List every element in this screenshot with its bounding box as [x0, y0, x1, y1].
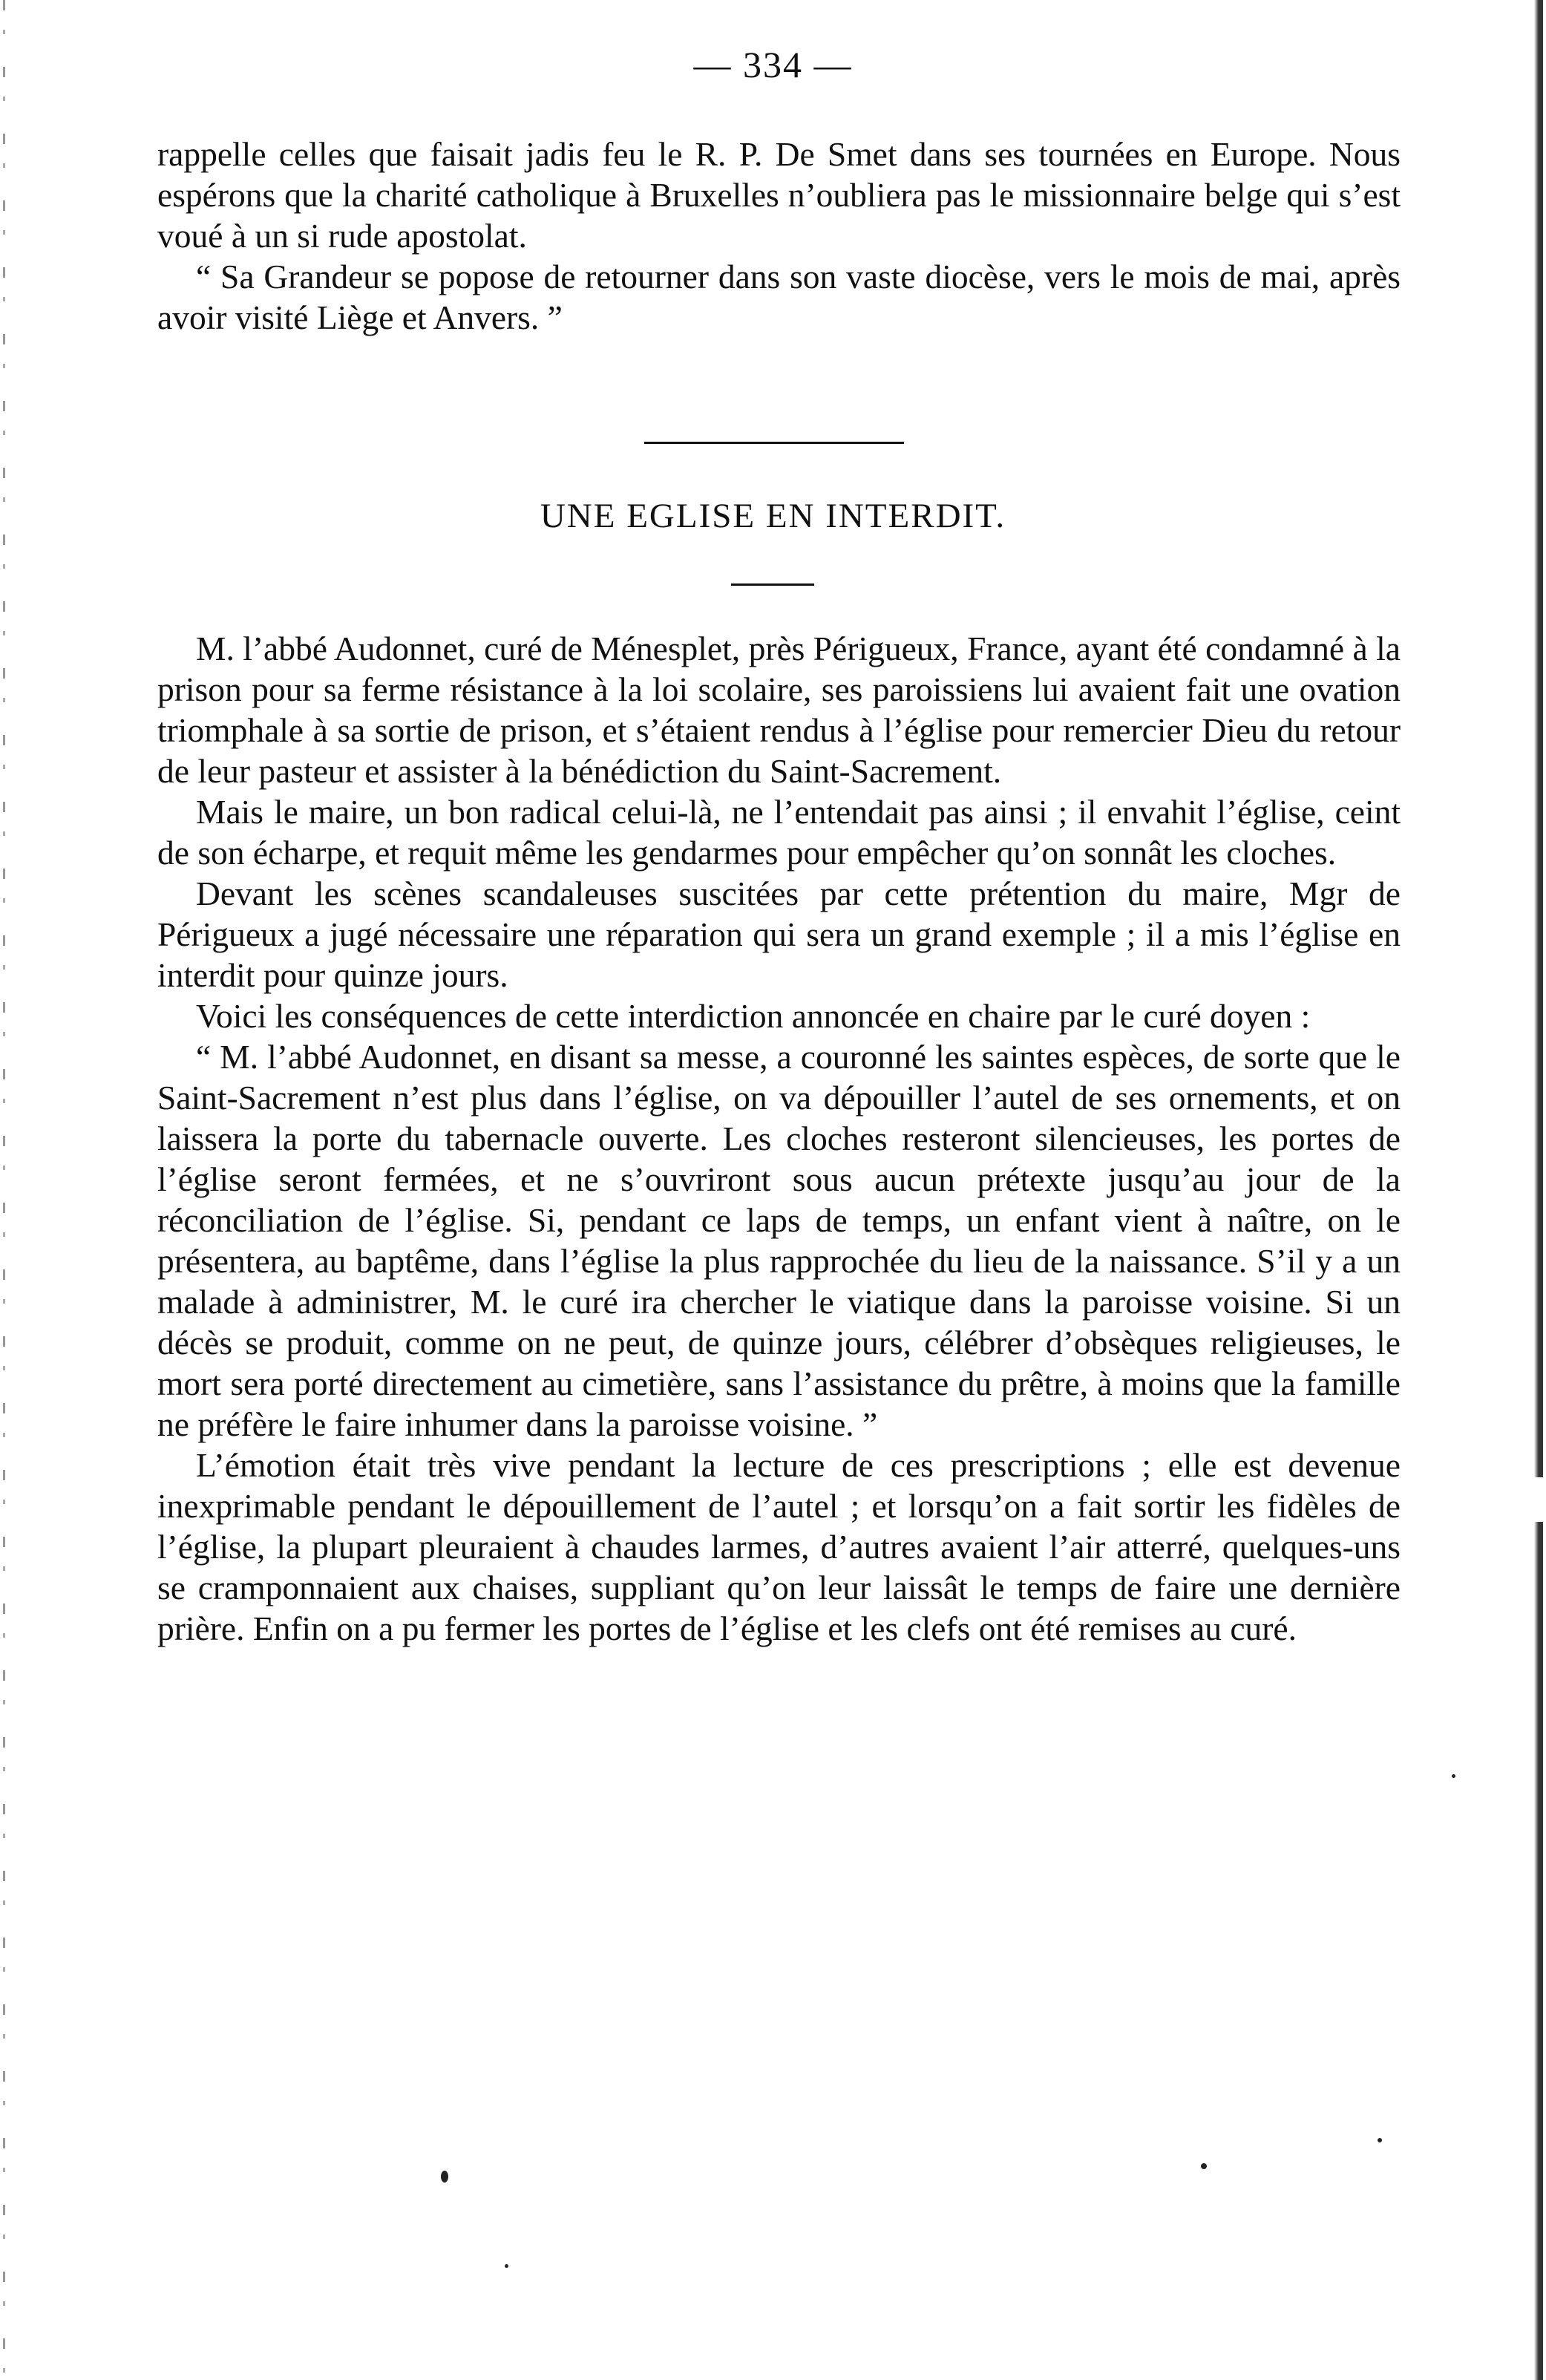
article-paragraph: Voici les conséquences de cette interdiction annoncée en chaire par le curé doyen :	[196, 997, 1311, 1035]
article-heading: UNE EGLISE EN INTERDIT.	[540, 497, 1006, 535]
ink-speck	[441, 2171, 448, 2183]
scan-edge-gap	[1534, 1477, 1543, 1522]
article-paragraph-quote: “ M. l’abbé Audonnet, en disant sa messe, a couronné les saintes espèces, de sorte que le Saint-Sacrement n’est plus dans l’église, on va dépouiller l’autel de ses ornements, et on laissera la porte du tabernacle ouverte. Les cloches resteront silencieuses, les portes de l’église seront fermées, et ne s’ouvriront sous aucun prétexte jusqu’au jour de la réconciliation de l’église. Si, pendant ce laps de temps, un enfant vient à naître, on le présentera, au baptême, dans l’église la plus rapprochée du lieu de la naissance. S’il y a un malade à administrer, M. le curé ira chercher le viatique dans la paroisse voisine. Si un décès se produit, comme on ne peut, de quinze jours, célébrer d’obsèques religieuses, le mort sera porté directement au cimetière, sans l’assistance du prêtre, à moins que la famille ne préfère le faire inhumer dans la paroisse voisine. ”	[157, 1038, 1401, 1443]
paragraph-continuation: rappelle celles que faisait jadis feu le R. P. De Smet dans ses tournées en Europe. Nous espérons que la charité catholique à Bruxelles n’oubliera pas le missionnaire belge qui s’est voué à un si rude apostolat.	[157, 135, 1401, 255]
article-paragraph: M. l’abbé Audonnet, curé de Ménesplet, près Périgueux, France, ayant été condamné à la prison pour sa ferme résistance à la loi scolaire, ses paroissiens lui avaient fait une ovation triomphale à sa sortie de prison, et s’étaient rendus à l’église pour remercier Dieu du retour de leur pasteur et assister à la bénédiction du Saint-Sacrement.	[157, 630, 1401, 790]
ink-speck	[505, 2264, 508, 2268]
article-paragraph: Mais le maire, un bon radical celui-là, ne l’entendait pas ainsi ; il envahit l’église, ceint de son écharpe, et requit même les gendarmes pour empêcher qu’on sonnât les cloches.	[157, 793, 1401, 872]
ink-speck	[1452, 1774, 1455, 1778]
top-section	[157, 134, 1401, 338]
heading-underline-rule	[731, 583, 814, 586]
section-divider-rule	[644, 442, 904, 444]
page-number: — 334 —	[693, 44, 853, 85]
scan-edge-right	[1534, 0, 1543, 2380]
scan-edge-left	[3, 0, 5, 2380]
ink-speck	[1201, 2163, 1207, 2169]
paragraph-quote: “ Sa Grandeur se popose de retourner dans son vaste diocèse, vers le mois de mai, après avoir visité Liège et Anvers. ”	[157, 258, 1401, 336]
article-paragraph: L’émotion était très vive pendant la lecture de ces prescriptions ; elle est devenue inexprimable pendant le dépouillement de l’autel ; et lorsqu’on a fait sortir les fidèles de l’église, la plupart pleuraient à chaudes larmes, d’autres avaient l’air atterré, quelques-uns se cramponnaient aux chaises, suppliant qu’on leur laissât le temps de faire une dernière prière. Enfin on a pu fermer les portes de l’église et les clefs ont été remises au curé.	[157, 1446, 1401, 1647]
article-paragraph: Devant les scènes scandaleuses suscitées par cette prétention du maire, Mgr de Périgueux a jugé nécessaire une réparation qui sera un grand exemple ; il a mis l’église en interdit pour quinze jours.	[157, 874, 1401, 994]
ink-speck	[1378, 2138, 1382, 2142]
article-body	[157, 628, 1401, 1649]
